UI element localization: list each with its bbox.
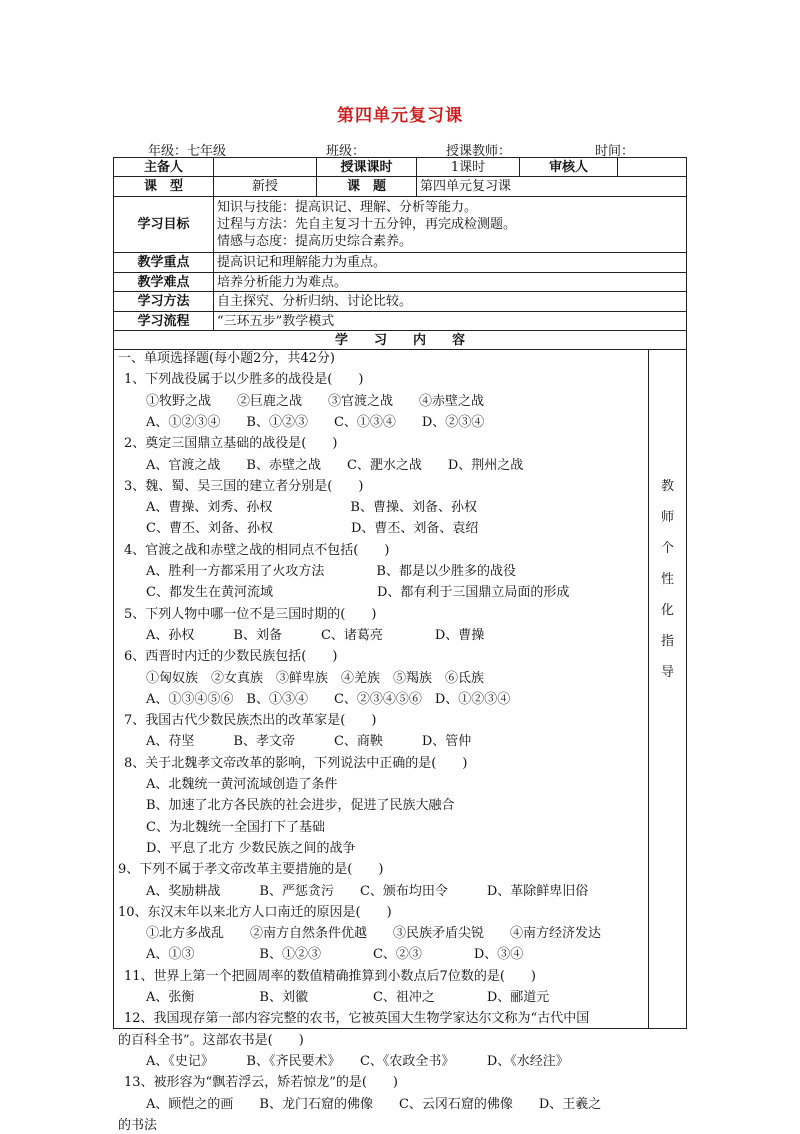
process-label: 学习流程 — [114, 312, 214, 331]
question-line: A、胜利一方都采用了火攻方法 B、都是以少胜多的战役 — [146, 564, 516, 579]
content-row — [114, 350, 687, 1029]
question-line: 3、魏、蜀、吴三国的建立者分别是( ) — [124, 478, 364, 494]
goals-value — [214, 197, 687, 253]
question-line: D、平息了北方 少数民族之间的战争 — [146, 840, 356, 856]
goal-line: 过程与方法：先自主复习十五分钟，再完成检测题。 — [217, 217, 517, 232]
type-label: 课 型 — [114, 177, 214, 197]
question-line: 6、西晋时内迁的少数民族包括( ) — [124, 649, 338, 665]
question-line: A、①②③④ B、①②③ C、①③④ D、②③④ — [146, 414, 485, 430]
question-line: A、①③ B、①②③ C、②③ D、③④ — [146, 947, 524, 963]
question-line: C、曹丕、刘备、孙权 D、曹丕、刘备、袁绍 — [146, 521, 479, 537]
side-char: 化 — [660, 603, 674, 618]
question-line: 8、关于北魏孝文帝改革的影响，下列说法中正确的是( ) — [124, 755, 468, 771]
type-value: 新授 — [214, 177, 317, 197]
question-line: 10、东汉末年以来北方人口南迁的原因是( ) — [118, 904, 392, 920]
teacher-field: 授课教师： — [446, 144, 512, 159]
lesson-plan-table — [113, 157, 687, 1133]
difficulty-row — [114, 273, 687, 292]
content-header: 学 习 内 容 — [114, 331, 687, 350]
question-line: ①北方多战乱 ②南方自然条件优越 ③民族矛盾尖锐 ④南方经济发达 — [146, 926, 602, 942]
question-line: 5、下列人物中哪一位不是三国时期的( ) — [124, 606, 377, 622]
teacher-guidance-column — [649, 350, 687, 1029]
goal-line: 情感与态度：提高历史综合素养。 — [217, 234, 413, 249]
question-line: 2、奠定三国鼎立基础的战役是( ) — [124, 436, 338, 452]
question-line: A、张衡 B、刘徽 C、祖冲之 D、郦道元 — [146, 990, 550, 1005]
side-char: 导 — [660, 665, 674, 680]
question-line: C、都发生在黄河流域 D、都有利于三国鼎立局面的形成 — [146, 585, 570, 601]
question-line: 7、我国古代少数民族杰出的改革家是( ) — [124, 713, 377, 729]
question-line: 13、被形容为“飘若浮云，矫若惊龙”的是( ) — [124, 1075, 398, 1091]
time-field: 时间： — [595, 144, 635, 159]
side-char: 师 — [660, 510, 674, 525]
question-line: A、顾恺之的画 B、龙门石窟的佛像 C、云冈石窟的佛像 D、王羲之 — [146, 1096, 602, 1112]
question-line: A、苻坚 B、孝文帝 C、商鞅 D、管仲 — [146, 734, 472, 750]
question-line: A、①③④⑤⑥ B、①③④ C、②③④⑤⑥ D、①②③④ — [146, 691, 511, 707]
reviewer-label: 审核人 — [520, 158, 618, 177]
grade-field: 年级：七年级 — [148, 144, 227, 159]
question-line: 12、我国现存第一部内容完整的农书，它被英国大生物学家达尔文称为“古代中国 — [124, 1011, 590, 1027]
class-field: 班级： — [326, 144, 366, 159]
topic-label: 课 题 — [317, 177, 417, 197]
question-line: 9、下列不属于孝文帝改革主要措施的是( ) — [118, 862, 384, 878]
header-row-1 — [114, 158, 687, 177]
process-row — [114, 312, 687, 331]
method-value: 自主探究、分析归纳、讨论比较。 — [214, 292, 687, 312]
question-line: A、北魏统一黄河流域创造了条件 — [146, 777, 338, 792]
preparer-label: 主备人 — [114, 158, 214, 177]
header-row-2 — [114, 177, 687, 197]
difficulty-value: 培养分析能力为难点。 — [214, 273, 687, 292]
question-line: 1、下列战役属于以少胜多的战役是( ) — [124, 372, 364, 388]
question-line: A、奖励耕战 B、严惩贪污 C、颁布均田令 D、革除鲜卑旧俗 — [146, 883, 589, 899]
focus-row — [114, 253, 687, 273]
content-header-row — [114, 331, 687, 350]
goal-line: 知识与技能：提高识记、理解、分析等能力。 — [217, 200, 478, 215]
section-heading: 一、单项选择题(每小题2分，共42分) — [118, 351, 335, 366]
method-label: 学习方法 — [114, 292, 214, 312]
question-line: A、官渡之战 B、赤壁之战 C、淝水之战 D、荆州之战 — [146, 457, 524, 473]
method-row — [114, 292, 687, 312]
hours-value: 1课时 — [417, 158, 520, 177]
topic-value: 第四单元复习课 — [417, 177, 687, 197]
question-line: A、《史记》 B、《齐民要术》 C、《农政全书》 D、《水经注》 — [146, 1053, 569, 1069]
question-line: 4、官渡之战和赤壁之战的相同点不包括( ) — [124, 542, 390, 558]
question-line: A、孙权 B、刘备 C、诸葛亮 D、曹操 — [146, 627, 485, 643]
question-line: 11、世界上第一个把圆周率的数值精确推算到小数点后7位数的是( ) — [124, 968, 536, 984]
question-line: ①牧野之战 ②巨鹿之战 ③官渡之战 ④赤壁之战 — [146, 393, 485, 409]
side-char: 个 — [660, 541, 674, 556]
process-value: “三环五步”教学模式 — [214, 312, 687, 331]
question-line: B、加速了北方各民族的社会进步，促进了民族大融合 — [146, 798, 455, 814]
preparer-value — [214, 158, 317, 177]
question-line: 的书法 — [118, 1117, 158, 1133]
difficulty-label: 教学难点 — [114, 273, 214, 292]
side-char: 指 — [660, 634, 674, 649]
reviewer-value — [618, 158, 687, 177]
goals-row — [114, 197, 687, 253]
hours-label: 授课课时 — [317, 158, 417, 177]
question-line: C、为北魏统一全国打下了基础 — [146, 819, 325, 835]
question-line: 的百科全书”。这部农书是( ) — [118, 1032, 304, 1048]
page-title: 第四单元复习课 — [337, 106, 463, 126]
question-line: A、曹操、刘秀、孙权 B、曹操、刘备、孙权 — [146, 500, 477, 516]
focus-label: 教学重点 — [114, 253, 214, 273]
question-line: ①匈奴族 ②女真族 ③鲜卑族 ④羌族 ⑤羯族 ⑥氐族 — [146, 670, 485, 686]
side-char: 性 — [660, 572, 674, 587]
focus-value: 提高识记和理解能力为重点。 — [214, 253, 687, 273]
question-area — [114, 350, 649, 1133]
goals-label: 学习目标 — [114, 197, 214, 253]
side-char: 教 — [660, 479, 674, 494]
